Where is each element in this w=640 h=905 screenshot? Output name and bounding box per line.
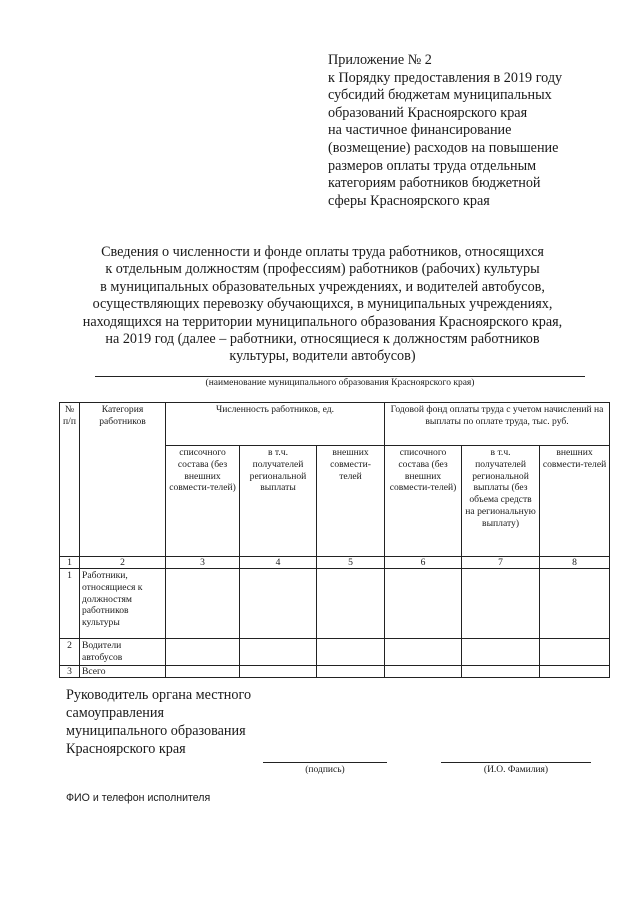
value-cell[interactable]	[317, 569, 385, 639]
value-cell[interactable]	[317, 666, 385, 678]
appendix-line: (возмещение) расходов на повышение	[328, 139, 559, 156]
value-cell[interactable]	[385, 569, 462, 639]
value-cell[interactable]	[240, 639, 317, 666]
appendix-line: к Порядку предоставления в 2019 году	[328, 69, 563, 86]
head-signatory	[66, 686, 326, 758]
table-row	[60, 639, 610, 666]
value-cell[interactable]	[540, 639, 610, 666]
value-cell[interactable]	[317, 639, 385, 666]
column-number: 2	[80, 557, 166, 569]
appendix-line: образований Красноярского края	[328, 104, 528, 121]
value-cell[interactable]	[166, 569, 240, 639]
value-cell[interactable]	[166, 639, 240, 666]
value-cell[interactable]	[385, 639, 462, 666]
appendix-block	[328, 52, 628, 210]
appendix-line: Приложение № 2	[328, 52, 432, 68]
value-cell[interactable]	[462, 639, 540, 666]
appendix-line: категориям работников бюджетной	[328, 175, 541, 192]
head-line: Красноярского края	[66, 741, 186, 757]
head-line: самоуправления	[66, 705, 164, 721]
table-row	[60, 666, 610, 678]
value-cell[interactable]	[462, 569, 540, 639]
row-label: Работники, относящиеся к должностям работников культуры	[80, 569, 166, 639]
row-num: 1	[60, 569, 80, 639]
value-cell[interactable]	[462, 666, 540, 678]
document-title	[40, 244, 605, 366]
name-line[interactable]	[441, 762, 591, 763]
value-cell[interactable]	[240, 569, 317, 639]
header-num: № п/п	[60, 403, 80, 557]
header-c4: в т.ч. получателей региональной выплаты	[240, 446, 317, 557]
row-label: Водители автобусов	[80, 639, 166, 666]
header-category: Категория работников	[80, 403, 166, 557]
title-line: в муниципальных образовательных учреждениях, и водителей автобусов,	[100, 278, 545, 295]
column-number: 3	[166, 557, 240, 569]
signature-caption: (подпись)	[305, 765, 345, 775]
header-count-group: Численность работников, ед.	[166, 403, 385, 446]
title-line: к отдельным должностям (профессиям) работников (рабочих) культуры	[105, 261, 540, 278]
title-line: на 2019 год (далее – работники, относящиеся к должностям работников	[105, 331, 540, 348]
appendix-line: сферы Красноярского края	[328, 192, 490, 209]
title-line: культуры, водители автобусов)	[229, 348, 416, 365]
title-line: находящихся на территории муниципального образования Красноярского края,	[82, 313, 563, 330]
data-table	[59, 402, 610, 678]
column-numbers-row	[60, 557, 610, 569]
appendix-line: размеров оплаты труда отдельным	[328, 157, 537, 174]
title-line: осуществляющих перевозку обучающихся, в муниципальных учреждениях,	[92, 296, 553, 313]
header-fund-group: Годовой фонд оплаты труда с учетом начислений на выплаты по оплате труда, тыс. руб.	[385, 403, 610, 446]
table-row	[60, 569, 610, 639]
header-c3: списочного состава (без внешних совмести-телей)	[166, 446, 240, 557]
row-num: 2	[60, 639, 80, 666]
value-cell[interactable]	[385, 666, 462, 678]
header-c7: в т.ч. получателей региональной выплаты (без объема средств на региональную выплату)	[462, 446, 540, 557]
municipality-caption: (наименование муниципального образования Красноярского края)	[205, 378, 475, 388]
header-c6: списочного состава (без внешних совмести-телей)	[385, 446, 462, 557]
value-cell[interactable]	[540, 569, 610, 639]
signature-line[interactable]	[263, 762, 387, 763]
header-c5: внешних совмести-телей	[317, 446, 385, 557]
row-label: Всего	[80, 666, 166, 678]
column-number: 8	[540, 557, 610, 569]
name-caption: (И.О. Фамилия)	[483, 765, 549, 775]
title-line: Сведения о численности и фонде оплаты труда работников, относящихся	[101, 244, 544, 260]
head-line: Руководитель органа местного	[66, 687, 252, 703]
executor-info: ФИО и телефон исполнителя	[66, 792, 211, 804]
appendix-line: субсидий бюджетам муниципальных	[328, 87, 552, 104]
head-line: муниципального образования	[66, 723, 246, 739]
value-cell[interactable]	[166, 666, 240, 678]
column-number: 5	[317, 557, 385, 569]
column-number: 7	[462, 557, 540, 569]
value-cell[interactable]	[540, 666, 610, 678]
value-cell[interactable]	[240, 666, 317, 678]
header-c8: внешних совмести-телей	[540, 446, 610, 557]
column-number: 6	[385, 557, 462, 569]
appendix-line: на частичное финансирование	[328, 122, 512, 139]
column-number: 1	[60, 557, 80, 569]
column-number: 4	[240, 557, 317, 569]
row-num: 3	[60, 666, 80, 678]
